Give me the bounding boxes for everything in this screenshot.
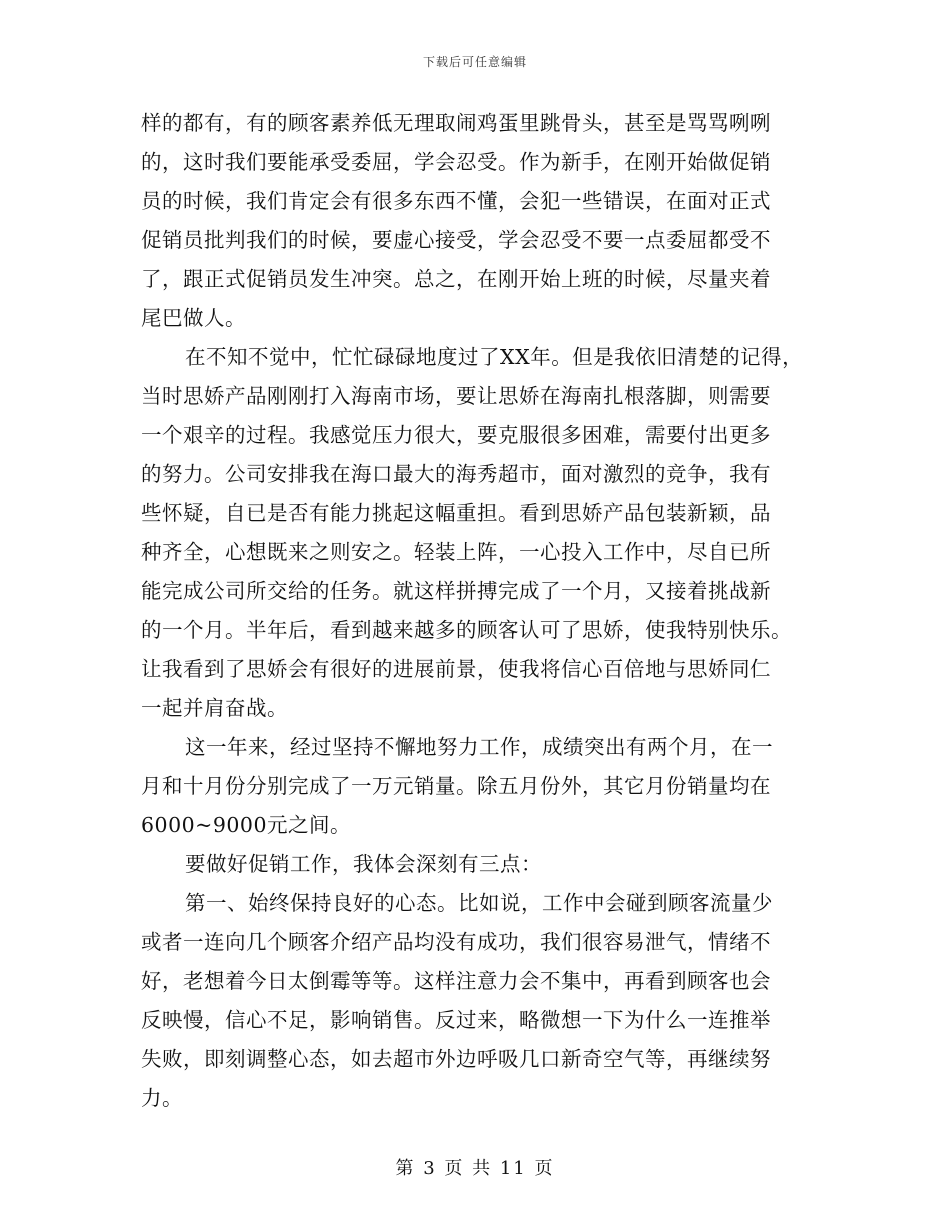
- text-line: 的一个月。半年后，看到越来越多的顾客认可了思娇，使我特别快乐。: [141, 618, 792, 642]
- text-line: 员的时候，我们肯定会有很多东西不懂，会犯一些错误，在面对正式: [141, 189, 771, 213]
- text-line: 了，跟正式促销员发生冲突。总之，在刚开始上班的时候，尽量夹着: [141, 267, 771, 291]
- body-text: [141, 104, 811, 1118]
- text-line: 促销员批判我们的时候，要虚心接受，学会忍受不要一点委屈都受不: [141, 228, 771, 252]
- text-line: 种齐全，心想既来之则安之。轻装上阵，一心投入工作中，尽自已所: [141, 540, 771, 564]
- text-line: 月和十月份分别完成了一万元销量。除五月份外，其它月份销量均在: [141, 774, 771, 798]
- text-line: 当时思娇产品刚刚打入海南市场，要让思娇在海南扎根落脚，则需要: [141, 384, 771, 408]
- text-line: 一起并肩奋战。: [141, 696, 288, 720]
- text-line: 能完成公司所交给的任务。就这样拼搏完成了一个月，又接着挑战新: [141, 579, 771, 603]
- text-line: 6000~9000元之间。: [141, 813, 352, 837]
- text-line: 或者一连向几个顾客介绍产品均没有成功，我们很容易泄气，情绪不: [141, 930, 771, 954]
- text-line: 一个艰辛的过程。我感觉压力很大，要克服很多困难，需要付出更多: [141, 423, 771, 447]
- text-line: 力。: [141, 1086, 183, 1110]
- text-line: 样的都有，有的顾客素养低无理取闹鸡蛋里跳骨头，甚至是骂骂咧咧: [141, 111, 771, 135]
- text-line: 让我看到了思娇会有很好的进展前景，使我将信心百倍地与思娇同仁: [141, 657, 771, 681]
- text-line: 反映慢，信心不足，影响销售。反过来，略微想一下为什么一连推举: [141, 1008, 771, 1032]
- text-line: 些怀疑，自已是否有能力挑起这幅重担。看到思娇产品包装新颖，品: [141, 501, 771, 525]
- header-note: 下载后可任意编辑: [422, 55, 527, 69]
- text-line: 尾巴做人。: [141, 306, 246, 330]
- text-line: 失败，即刻调整心态，如去超市外边呼吸几口新奇空气等，再继续努: [141, 1047, 771, 1071]
- paragraph-start-line: 要做好促销工作，我体会深刻有三点：: [185, 852, 542, 876]
- text-line: 的努力。公司安排我在海口最大的海秀超市，面对激烈的竞争，我有: [141, 462, 771, 486]
- paragraph-start-line: 在不知不觉中，忙忙碌碌地度过了XX年。但是我依旧清楚的记得，: [185, 345, 804, 369]
- page-number-footer: 第 3 页 共 11 页: [395, 1158, 555, 1179]
- text-line: 的，这时我们要能承受委屈，学会忍受。作为新手，在刚开始做促销: [141, 150, 771, 174]
- paragraph-start-line: 这一年来，经过坚持不懈地努力工作，成绩突出有两个月，在一: [185, 735, 773, 759]
- text-line: 好，老想着今日太倒霉等等。这样注意力会不集中，再看到顾客也会: [141, 969, 771, 993]
- paragraph-start-line: 第一、始终保持良好的心态。比如说，工作中会碰到顾客流量少: [185, 891, 773, 915]
